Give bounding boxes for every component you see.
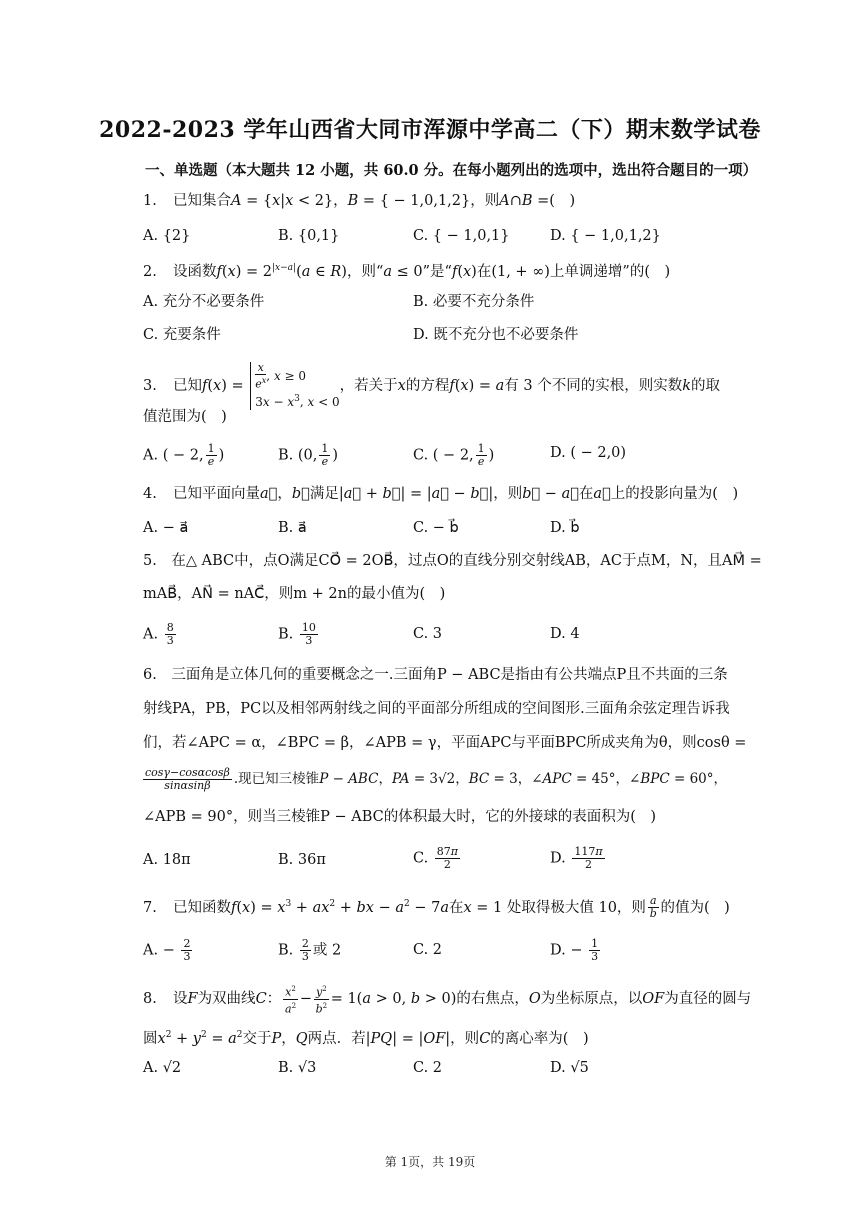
question-5: 5. 在△ ABC中，点O满足CO⃗ = 2OB⃗，过点O的直线分别交射线AB，AC于点M，N，且AM⃗ = bbox=[143, 553, 762, 569]
question-6-line-5: ∠APB = 90°，则当三棱锥P − ABC的体积最大时，它的外接球的表面积为( ) bbox=[143, 809, 657, 825]
question-1: 1. 已知集合A = {x|x < 2}，B = { − 1,0,1,2}，则A∩B =( ) bbox=[143, 193, 576, 209]
q6-option-b[interactable]: B. 36π bbox=[278, 852, 326, 868]
q3-option-c[interactable]: C. ( − 2, $\frac{1}{e}$ ) bbox=[413, 442, 495, 468]
q3-option-d[interactable]: D. ( − 2,0) bbox=[550, 445, 627, 461]
section-heading: 一、单选题（本大题共 12 小题，共 60.0 分。在每小题列出的选项中，选出符合题目的一项） bbox=[145, 162, 758, 179]
q3-option-a[interactable]: A. ( − 2, $\frac{1}{e}$ ) bbox=[143, 442, 225, 468]
question-5-line-2: mAB⃗，AN⃗ = nAC⃗，则m + 2n的最小值为( ) bbox=[143, 586, 446, 602]
q2-option-b[interactable]: B. 必要不充分条件 bbox=[413, 294, 535, 310]
q2-option-a[interactable]: A. 充分不必要条件 bbox=[143, 294, 265, 310]
question-3: 3. 已知f(x) = $\frac{x}{e^x}$ , x ≥ 0 $3x - x^3$, x < 0，若关于x的方程f(x) = a有 3 个不同的实根，则实数k的取 bbox=[143, 361, 720, 409]
q1-option-c[interactable]: C. { − 1,0,1} bbox=[413, 228, 510, 244]
q7-option-c[interactable]: C. 2 bbox=[413, 942, 443, 958]
q7-option-d[interactable]: D. − $\frac{1}{3}$ bbox=[550, 937, 599, 963]
question-6-line-4: $\frac{\cos\gamma-\cos\alpha\cos\beta}{\sin\alpha\sin\beta}$ .现已知三棱锥P − ABC，PA = 3√2，BC = 3，∠APC = 45°，∠BPC = 60°， bbox=[145, 766, 728, 792]
q8-option-a[interactable]: A. √2 bbox=[143, 1060, 182, 1076]
question-8-line-2: 圆$x^2 + y^2 = a^2$交于P，Q两点．若|PQ| = |OF|，则C的离心率为( ) bbox=[143, 1030, 589, 1047]
q1-option-d[interactable]: D. { − 1,0,1,2} bbox=[550, 228, 661, 244]
q8-option-c[interactable]: C. 2 bbox=[413, 1060, 443, 1076]
q1-option-a[interactable]: A. {2} bbox=[143, 228, 191, 244]
q6-option-d[interactable]: D. $\frac{117\pi}{2}$ bbox=[550, 845, 603, 871]
q4-option-a[interactable]: A. − a⃗ bbox=[143, 520, 189, 536]
q7-option-b[interactable]: B. $\frac{2}{3}$ 或 2 bbox=[278, 937, 342, 963]
q7-option-a[interactable]: A. − $\frac{2}{3}$ bbox=[143, 937, 191, 963]
q4-option-c[interactable]: C. − b⃗ bbox=[413, 520, 459, 536]
q5-option-d[interactable]: D. 4 bbox=[550, 626, 580, 642]
q5-option-a[interactable]: A. $\frac{8}{3}$ bbox=[143, 621, 174, 647]
q6-option-a[interactable]: A. 18π bbox=[143, 852, 191, 868]
q8-option-b[interactable]: B. √3 bbox=[278, 1060, 317, 1076]
question-7: 7. 已知函数$f(x) = x^3 + ax^2$ + bx − $a^2 - 7a$在x = 1 处取得极大值 10，则 $\frac{a}{b}$ 的值为( ) bbox=[143, 894, 730, 921]
q8-option-d[interactable]: D. √5 bbox=[550, 1060, 589, 1076]
q4-option-d[interactable]: D. b⃗ bbox=[550, 520, 580, 536]
q3-option-b[interactable]: B. (0, $\frac{1}{e}$ ) bbox=[278, 442, 339, 468]
q1-option-b[interactable]: B. {0,1} bbox=[278, 228, 340, 244]
page-footer: 第 1页，共 19页 bbox=[384, 1155, 476, 1169]
q6-option-c[interactable]: C. $\frac{87\pi}{2}$ bbox=[413, 845, 459, 871]
q5-option-c[interactable]: C. 3 bbox=[413, 626, 443, 642]
q2-option-c[interactable]: C. 充要条件 bbox=[143, 327, 221, 343]
question-3-line-2: 值范围为( ) bbox=[143, 409, 227, 425]
question-2: 2. 设函数$f(x) = 2^{|x-a|}(a$ ∈ R)，则“a ≤ 0”是“f(x)在(1, + ∞)上单调递增”的( ) bbox=[143, 263, 671, 280]
q5-option-b[interactable]: B. $\frac{10}{3}$ bbox=[278, 621, 316, 647]
page-title: 2022-2023 学年山西省大同市浑源中学高二（下）期末数学试卷 bbox=[99, 117, 761, 143]
question-8: 8. 设F为双曲线C： $\frac{x^2}{a^2}$ − $\frac{y^2}{b^2}$ = 1(a > 0, b > 0)的右焦点，O为坐标原点，以OF为直径的圆与 bbox=[143, 985, 752, 1016]
q4-option-b[interactable]: B. a⃗ bbox=[278, 520, 307, 536]
question-4: 4. 已知平面向量a⃗，b⃗满足|a⃗ + b⃗| = |a⃗ − b⃗|，则b⃗ − a⃗在a⃗上的投影向量为( ) bbox=[143, 486, 739, 502]
question-6-line-2: 射线PA，PB，PC以及相邻两射线之间的平面部分所组成的空间图形.三面角余弦定理告诉我 bbox=[143, 701, 730, 717]
q2-option-d[interactable]: D. 既不充分也不必要条件 bbox=[413, 327, 579, 343]
question-6: 6. 三面角是立体几何的重要概念之一.三面角P − ABC是指由有公共端点P且不共面的三条 bbox=[143, 667, 728, 683]
question-6-line-3: 们，若∠APC = α，∠BPC = β，∠APB = γ，平面APC与平面BPC所成夹角为θ，则cosθ = bbox=[143, 735, 747, 751]
